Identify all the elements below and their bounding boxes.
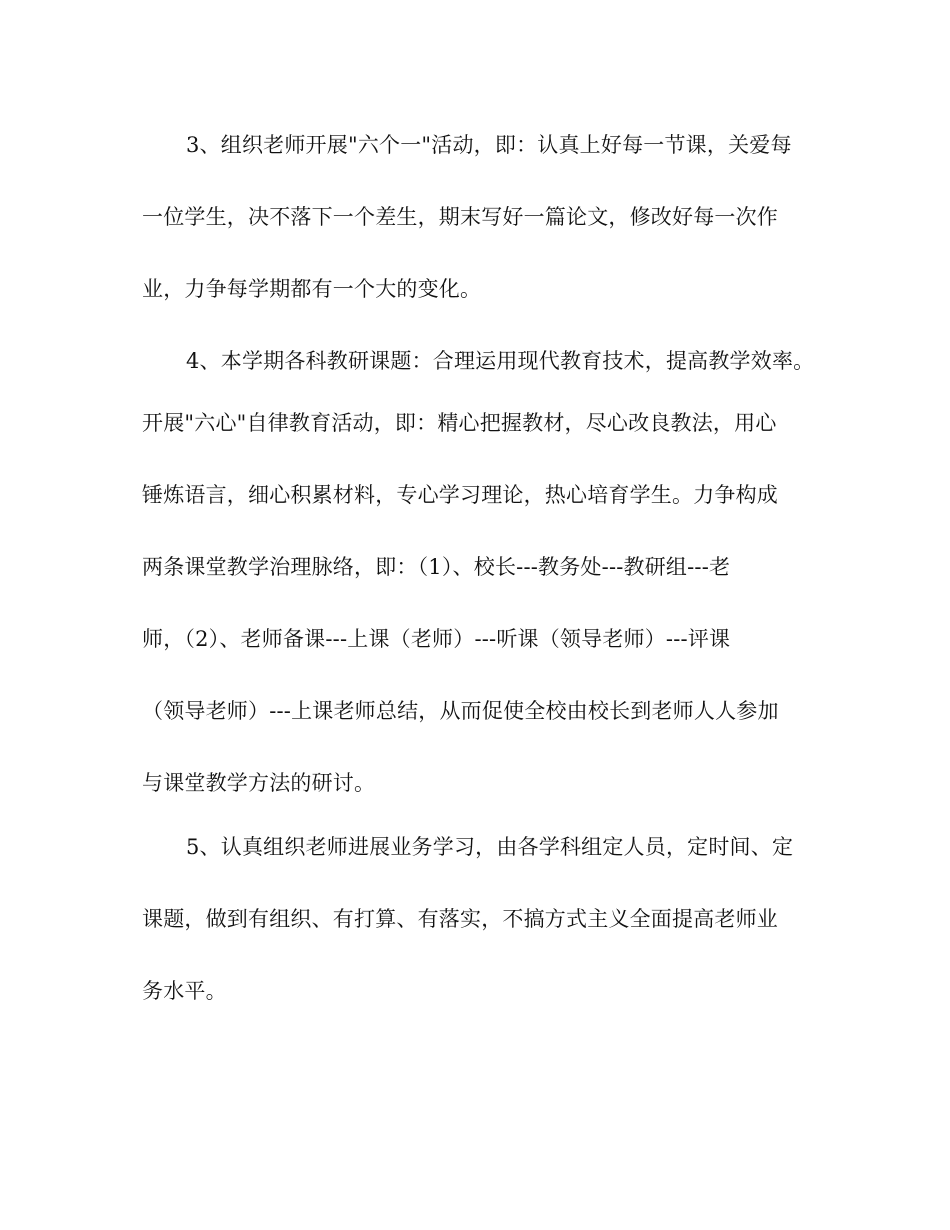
text-line: 锤炼语言，细心积累材料，专心学习理论，热心培育学生。力争构成	[142, 483, 778, 507]
text-line: （领导老师）---上课老师总结，从而促使全校由校长到老师人人参加	[142, 699, 779, 723]
text-line: 师，（2）、老师备课---上课（老师）---听课（领导老师）---评课	[142, 627, 731, 651]
text-line: 业，力争每学期都有一个大的变化。	[142, 277, 482, 301]
text-line: 与课堂教学方法的研讨。	[142, 771, 376, 795]
text-line: 务水平。	[142, 979, 227, 1003]
text-line: 一位学生，决不落下一个差生，期末写好一篇论文，修改好每一次作	[142, 205, 778, 229]
text-line: 两条课堂教学治理脉络，即：（1）、校长---教务处---教研组---老	[142, 555, 731, 579]
text-line: 课题，做到有组织、有打算、有落实，不搞方式主义全面提高老师业	[142, 907, 778, 931]
text-line: 5、认真组织老师进展业务学习，由各学科组定人员，定时间、定	[186, 835, 794, 859]
text-line: 4、本学期各科教研课题：合理运用现代教育技术，提高教学效率。	[186, 349, 815, 373]
text-line: 3、组织老师开展"六个一"活动，即：认真上好每一节课，关爱每	[186, 133, 792, 157]
text-line: 开展"六心"自律教育活动，即：精心把握教材，尽心改良教法，用心	[142, 411, 777, 435]
